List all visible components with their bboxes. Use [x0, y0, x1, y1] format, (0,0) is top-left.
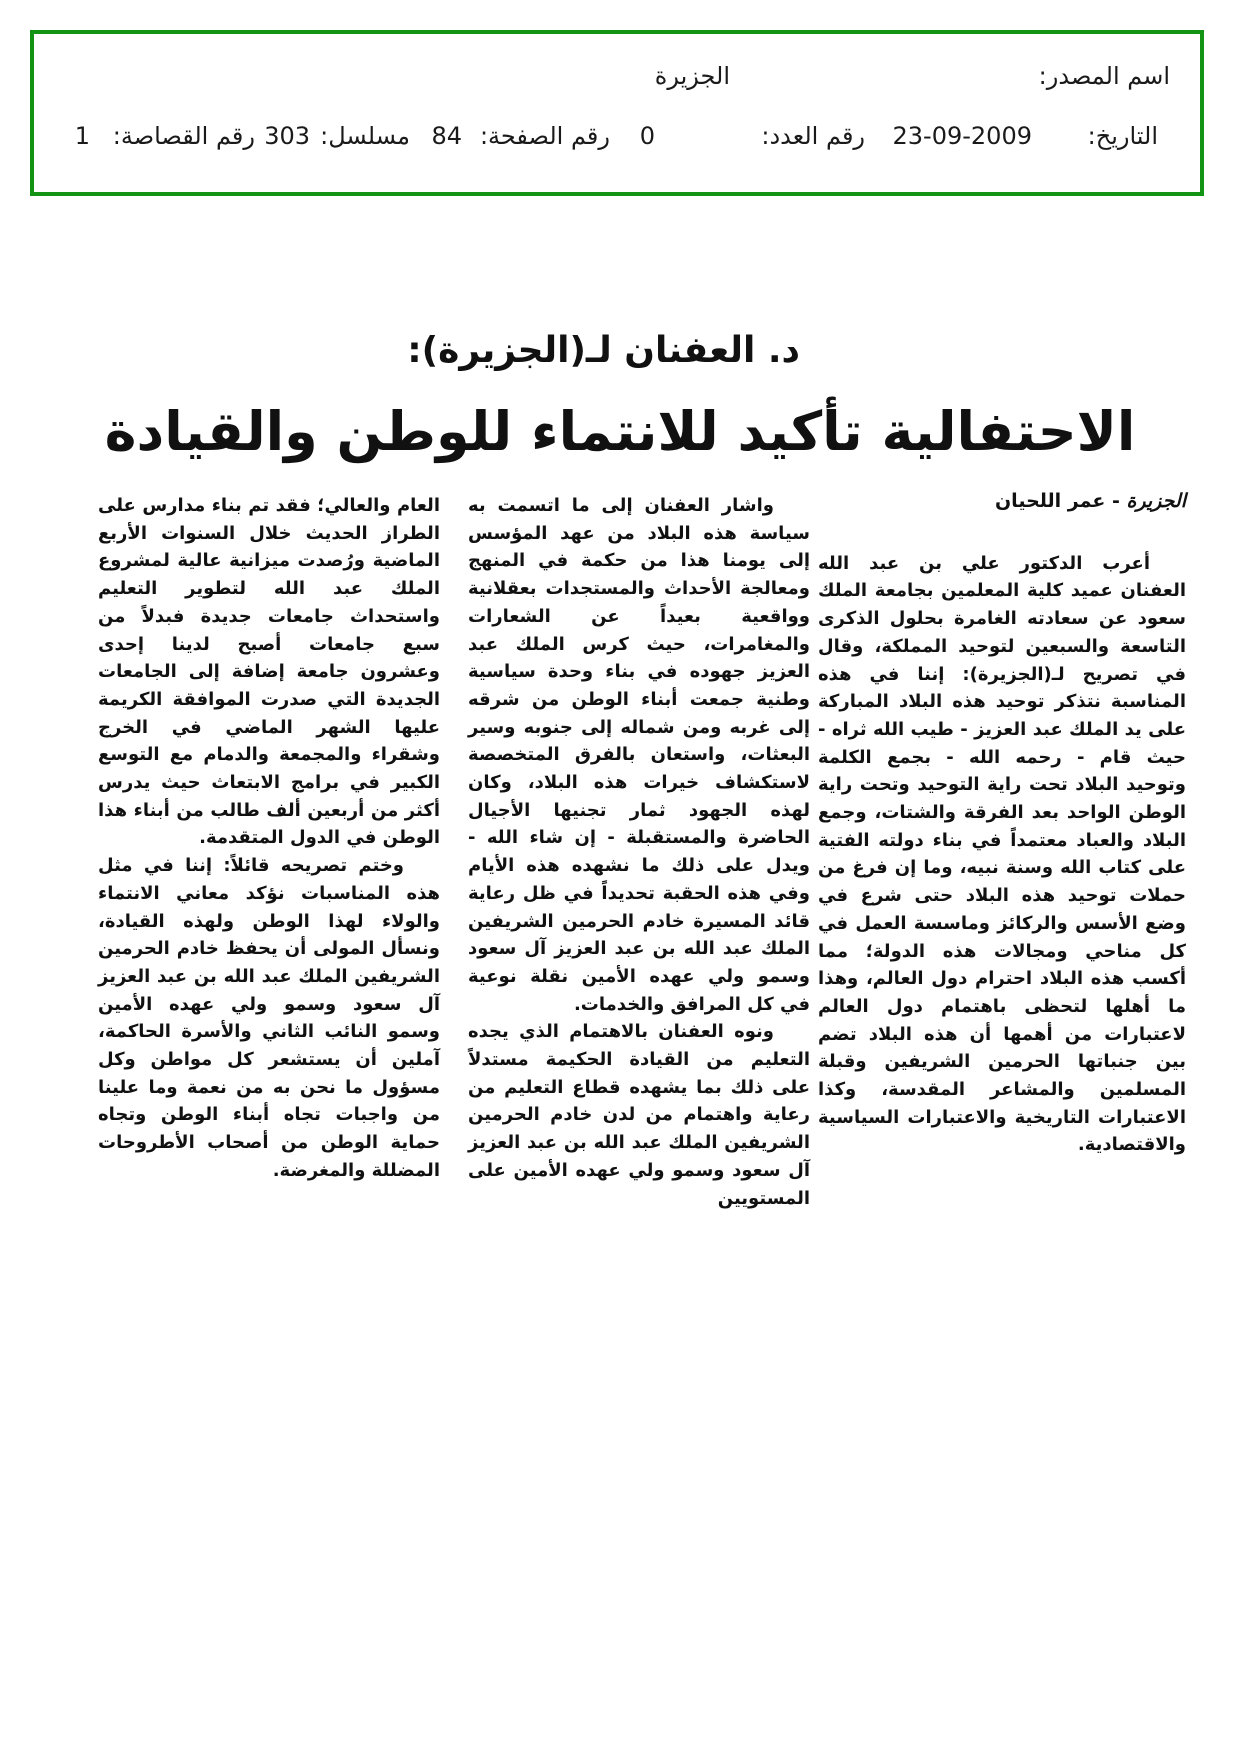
- clip-value: 1: [74, 122, 90, 150]
- page-label: رقم الصفحة:: [479, 122, 610, 150]
- serial-label: مسلسل:: [320, 122, 410, 150]
- page-value: 84: [431, 122, 462, 150]
- paragraph: العام والعالي؛ فقد تم بناء مدارس على الطراز الحديث خلال السنوات الأربع الماضية ورُصدت ميزانية عالية لمشروع الملك عبد الله لتطوير التعليم واستحداث جامعات جديدة فبدلاً من سبع جامعات أصبح لدينا إحدى وعشرون جامعة إضافة إلى الجامعات الجديدة التي صدرت الموافقة الكريمة عليها الشهر الماضي في الخرج وشقراء والمجمعة والدمام مع التوسع الكبير في برامج الابتعاث حيث يدرس أكثر من أربعين ألف طالب من أبناء هذا الوطن في الدول المتقدمة.: [98, 495, 440, 849]
- issue-label: رقم العدد:: [761, 122, 865, 150]
- article-column-2: [468, 492, 810, 1212]
- article-column-1: [818, 488, 1186, 1159]
- serial-value: 303: [264, 122, 310, 150]
- issue-value: 0: [639, 122, 655, 150]
- article-column-3: [98, 492, 440, 1185]
- byline-author: - عمر اللحيان: [994, 490, 1127, 512]
- date-label: التاريخ:: [1087, 122, 1158, 150]
- byline-source: الجزيرة: [1126, 490, 1186, 512]
- paragraph: واشار العفنان إلى ما اتسمت به سياسة هذه البلاد من عهد المؤسس إلى يومنا هذا من حكمة في المنهج ومعالجة الأحداث والمستجدات بعقلانية وواقعية بعيداً عن الشعارات والمغامرات، حيث كرس الملك عبد العزيز جهوده في بناء وحدة سياسية وطنية جمعت أبناء الوطن من شرقه إلى غربه ومن شماله إلى جنوبه وسير البعثات، واستعان بالفرق المتخصصة لاستكشاف خيرات هذه البلاد، وكان لهذه الجهود ثمار تجنيها الأجيال الحاضرة والمستقبلة - إن شاء الله - ويدل على ذلك ما نشهده هذه الأيام وفي هذه الحقبة تحديداً في ظل رعاية قائد المسيرة خادم الحرمين الشريفين الملك عبد الله بن عبد العزيز آل سعود وسمو ولي عهده الأمين نقلة نوعية في كل المرافق والخدمات.: [468, 495, 810, 1015]
- article-subheadline: د. العفنان لـ(الجزيرة):: [407, 330, 800, 371]
- date-value: 23-09-2009: [892, 122, 1032, 150]
- metadata-box: [30, 30, 1204, 196]
- byline: [818, 488, 1186, 516]
- paragraph: أعرب الدكتور علي بن عبد الله العفنان عميد كلية المعلمين بجامعة الملك سعود عن سعادته الغامرة بحلول الذكرى التاسعة والسبعين لتوحيد المملكة، وقال في تصريح لـ(الجزيرة): إننا في هذه المناسبة نتذكر توحيد هذه البلاد المباركة على يد الملك عبد العزيز - طيب الله ثراه - حيث قام - رحمه الله - بجمع الكلمة وتوحيد البلاد تحت راية التوحيد وتحت راية الوطن الواحد بعد الفرقة والشتات، وجمع البلاد والعباد معتمداً في بناء دولته الفتية على كتاب الله وسنة نبيه، وما إن فرغ من حملات توحيد هذه البلاد حتى شرع في وضع الأسس والركائز وماسسة العمل في كل مناحي ومجالات هذه الدولة؛ مما أكسب هذه البلاد احترام دول العالم، وهذا ما أهلها لتحظى باهتمام دول العالم لاعتبارات من أهمها أن هذه البلاد تضم بين جنباتها الحرمين الشريفين وقبلة المسلمين والمشاعر المقدسة، وكذا الاعتبارات التاريخية والاعتبارات السياسية والاقتصادية.: [818, 552, 1186, 1156]
- clip-label: رقم القصاصة:: [112, 122, 255, 150]
- paragraph: وختم تصريحه قائلاً: إننا في مثل هذه المناسبات نؤكد معاني الانتماء والولاء لهذا الوطن ولهذه القيادة، ونسأل المولى أن يحفظ خادم الحرمين الشريفين الملك عبد الله بن عبد العزيز آل سعود وسمو ولي عهده الأمين وسمو النائب الثاني والأسرة الحاكمة، آملين أن يستشعر كل مواطن وكل مسؤول ما نحن به من نعمة وما علينا من واجبات تجاه أبناء الوطن وتجاه حماية الوطن من أصحاب الأطروحات المضللة والمغرضة.: [98, 855, 440, 1181]
- paragraph: ونوه العفنان بالاهتمام الذي يجده التعليم من القيادة الحكيمة مستدلاً على ذلك بما يشهده قطاع التعليم من رعاية واهتمام من لدن خادم الحرمين الشريفين الملك عبد الله بن عبد العزيز آل سعود وسمو ولي عهده الأمين على المستويين: [468, 1021, 810, 1209]
- article-headline: الاحتفالية تأكيد للانتماء للوطن والقيادة: [104, 400, 1136, 463]
- source-label: اسم المصدر:: [1038, 62, 1170, 90]
- source-value: الجزيرة: [654, 62, 730, 90]
